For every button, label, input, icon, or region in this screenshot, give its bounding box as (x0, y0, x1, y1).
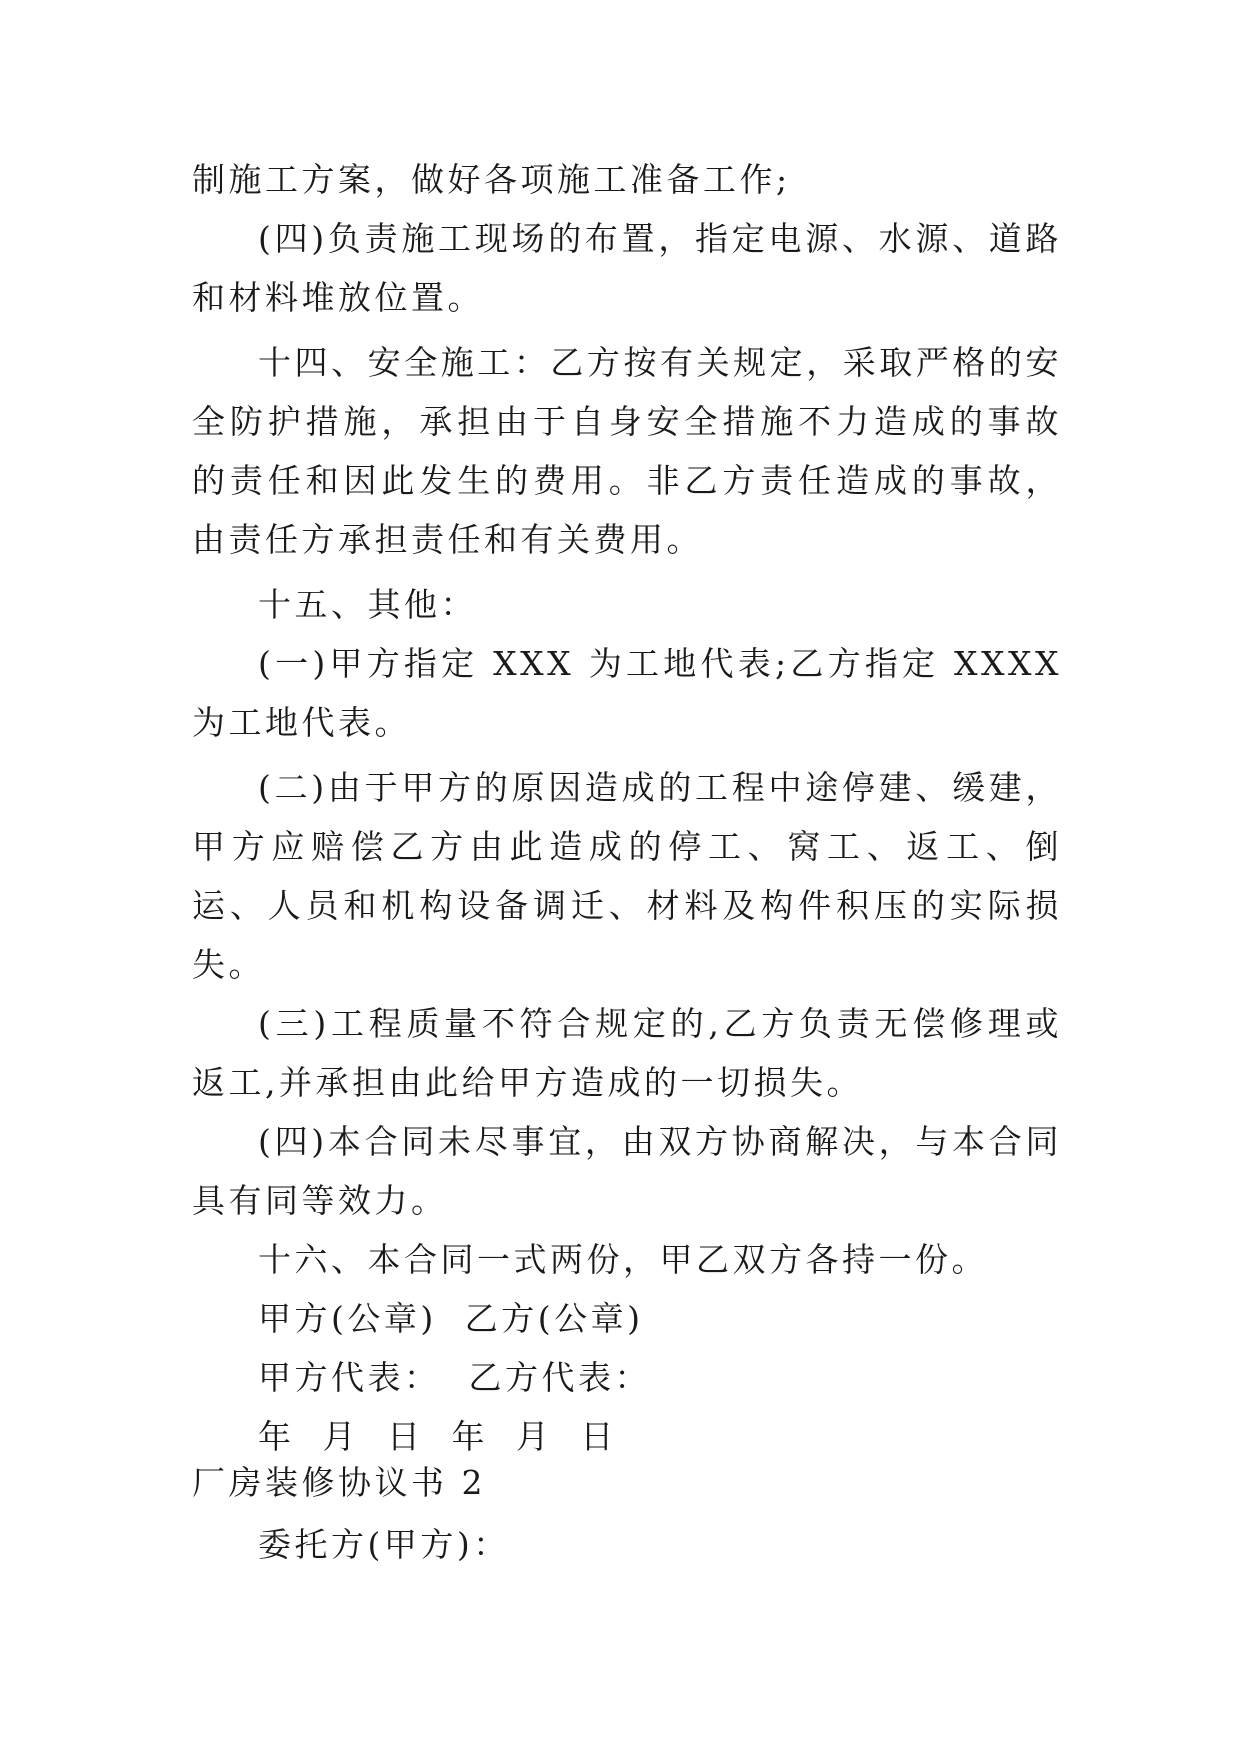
section-heading: 厂房装修协议书 2 (192, 1463, 486, 1502)
signature-date-line: 年 月 日 年 月 日 (258, 1417, 617, 1456)
paragraph-client: 委托方(甲方)： (258, 1525, 510, 1564)
signature-representative-line: 甲方代表： 乙方代表： (258, 1358, 651, 1397)
signature-seal-line: 甲方(公章) 乙方(公章) (258, 1299, 644, 1338)
paragraph-others-3: (三)工程质量不符合规定的,乙方负责无偿修理或返工,并承担由此给甲方造成的一切损失。 (192, 1004, 1062, 1102)
paragraph-continuation: 制施工方案，做好各项施工准备工作; (192, 160, 791, 199)
paragraph-safety: 十四、安全施工：乙方按有关规定，采取严格的安全防护措施，承担由于自身安全措施不力造成的事故的责任和因此发生的费用。非乙方责任造成的事故，由责任方承担责任和有关费用。 (192, 343, 1062, 559)
document-body (192, 150, 1062, 1466)
paragraph-others-2: (二)由于甲方的原因造成的工程中途停建、缓建，甲方应赔偿乙方由此造成的停工、窝工、返工、倒运、人员和机构设备调迁、材料及构件积压的实际损失。 (192, 768, 1062, 984)
paragraph-others-1: (一)甲方指定 XXX 为工地代表;乙方指定 XXXX 为工地代表。 (192, 644, 1062, 742)
paragraph-others-4: (四)本合同未尽事宜，由双方协商解决，与本合同具有同等效力。 (192, 1122, 1062, 1220)
paragraph-others-heading: 十五、其他： (258, 585, 477, 624)
paragraph-copies: 十六、本合同一式两份，甲乙双方各持一份。 (258, 1240, 988, 1279)
paragraph-item-4: (四)负责施工现场的布置，指定电源、水源、道路和材料堆放位置。 (192, 219, 1062, 317)
